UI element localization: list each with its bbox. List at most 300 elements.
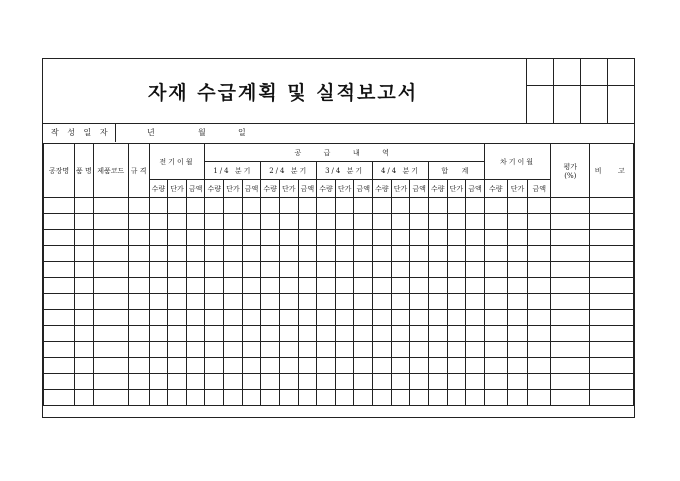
table-cell[interactable] (590, 278, 634, 294)
table-cell[interactable] (261, 246, 280, 262)
table-cell[interactable] (391, 390, 410, 406)
table-cell[interactable] (551, 358, 590, 374)
table-cell[interactable] (551, 278, 590, 294)
table-cell[interactable] (44, 294, 75, 310)
table-cell[interactable] (224, 278, 243, 294)
table-cell[interactable] (93, 374, 128, 390)
table-cell[interactable] (298, 310, 317, 326)
approval-box-2[interactable] (553, 59, 580, 123)
table-cell[interactable] (428, 390, 447, 406)
table-cell[interactable] (205, 310, 224, 326)
table-cell[interactable] (149, 262, 168, 278)
table-cell[interactable] (466, 278, 485, 294)
table-cell[interactable] (261, 262, 280, 278)
table-cell[interactable] (466, 374, 485, 390)
table-cell[interactable] (205, 246, 224, 262)
table-cell[interactable] (44, 310, 75, 326)
table-cell[interactable] (484, 358, 507, 374)
table-cell[interactable] (335, 246, 354, 262)
table-cell[interactable] (298, 214, 317, 230)
table-cell[interactable] (261, 278, 280, 294)
table-cell[interactable] (373, 198, 392, 214)
table-cell[interactable] (373, 374, 392, 390)
table-cell[interactable] (354, 358, 373, 374)
table-cell[interactable] (44, 326, 75, 342)
table-cell[interactable] (391, 358, 410, 374)
table-cell[interactable] (224, 230, 243, 246)
table-cell[interactable] (528, 310, 551, 326)
table-cell[interactable] (335, 374, 354, 390)
table-cell[interactable] (186, 310, 205, 326)
table-cell[interactable] (447, 246, 466, 262)
table-cell[interactable] (261, 214, 280, 230)
table-cell[interactable] (44, 390, 75, 406)
table-cell[interactable] (224, 374, 243, 390)
table-cell[interactable] (261, 310, 280, 326)
table-cell[interactable] (335, 390, 354, 406)
table-cell[interactable] (528, 390, 551, 406)
table-cell[interactable] (428, 294, 447, 310)
table-cell[interactable] (428, 278, 447, 294)
table-cell[interactable] (466, 358, 485, 374)
table-cell[interactable] (428, 198, 447, 214)
table-cell[interactable] (484, 246, 507, 262)
table-cell[interactable] (205, 326, 224, 342)
table-cell[interactable] (44, 230, 75, 246)
table-cell[interactable] (484, 390, 507, 406)
table-cell[interactable] (466, 390, 485, 406)
table-cell[interactable] (466, 326, 485, 342)
table-cell[interactable] (168, 326, 187, 342)
table-cell[interactable] (590, 310, 634, 326)
table-cell[interactable] (354, 390, 373, 406)
table-cell[interactable] (298, 374, 317, 390)
table-cell[interactable] (93, 294, 128, 310)
table-cell[interactable] (128, 262, 149, 278)
table-cell[interactable] (590, 358, 634, 374)
table-cell[interactable] (186, 390, 205, 406)
table-cell[interactable] (128, 374, 149, 390)
table-cell[interactable] (590, 342, 634, 358)
table-cell[interactable] (335, 230, 354, 246)
table-cell[interactable] (410, 342, 429, 358)
table-cell[interactable] (335, 214, 354, 230)
table-cell[interactable] (75, 390, 94, 406)
table-cell[interactable] (428, 342, 447, 358)
table-cell[interactable] (528, 294, 551, 310)
approval-box-1[interactable] (526, 59, 553, 123)
table-cell[interactable] (298, 390, 317, 406)
table-cell[interactable] (224, 262, 243, 278)
table-cell[interactable] (466, 342, 485, 358)
table-cell[interactable] (168, 390, 187, 406)
table-cell[interactable] (224, 326, 243, 342)
table-cell[interactable] (373, 230, 392, 246)
table-cell[interactable] (224, 358, 243, 374)
table-cell[interactable] (317, 374, 336, 390)
table-cell[interactable] (128, 342, 149, 358)
table-cell[interactable] (428, 374, 447, 390)
table-cell[interactable] (373, 358, 392, 374)
table-cell[interactable] (298, 294, 317, 310)
table-cell[interactable] (507, 198, 528, 214)
table-cell[interactable] (298, 198, 317, 214)
table-cell[interactable] (75, 342, 94, 358)
table-cell[interactable] (205, 278, 224, 294)
table-cell[interactable] (317, 390, 336, 406)
table-cell[interactable] (298, 358, 317, 374)
table-cell[interactable] (447, 358, 466, 374)
table-cell[interactable] (484, 294, 507, 310)
table-cell[interactable] (224, 310, 243, 326)
table-cell[interactable] (507, 358, 528, 374)
table-cell[interactable] (279, 358, 298, 374)
table-cell[interactable] (447, 342, 466, 358)
table-cell[interactable] (410, 358, 429, 374)
table-cell[interactable] (128, 230, 149, 246)
table-cell[interactable] (205, 262, 224, 278)
table-cell[interactable] (484, 326, 507, 342)
table-cell[interactable] (466, 294, 485, 310)
table-cell[interactable] (75, 214, 94, 230)
table-cell[interactable] (507, 294, 528, 310)
table-cell[interactable] (75, 358, 94, 374)
table-cell[interactable] (551, 198, 590, 214)
table-cell[interactable] (93, 390, 128, 406)
table-cell[interactable] (391, 246, 410, 262)
table-cell[interactable] (354, 310, 373, 326)
table-cell[interactable] (428, 246, 447, 262)
table-cell[interactable] (205, 294, 224, 310)
table-cell[interactable] (317, 310, 336, 326)
table-cell[interactable] (507, 374, 528, 390)
table-cell[interactable] (335, 198, 354, 214)
table-cell[interactable] (466, 230, 485, 246)
table-cell[interactable] (447, 310, 466, 326)
table-cell[interactable] (528, 358, 551, 374)
table-cell[interactable] (507, 310, 528, 326)
table-cell[interactable] (242, 390, 261, 406)
table-cell[interactable] (168, 262, 187, 278)
table-cell[interactable] (298, 342, 317, 358)
table-cell[interactable] (317, 230, 336, 246)
table-cell[interactable] (298, 278, 317, 294)
table-cell[interactable] (261, 230, 280, 246)
table-cell[interactable] (128, 278, 149, 294)
table-cell[interactable] (242, 214, 261, 230)
table-cell[interactable] (224, 198, 243, 214)
table-cell[interactable] (335, 262, 354, 278)
table-cell[interactable] (242, 230, 261, 246)
table-cell[interactable] (410, 326, 429, 342)
table-cell[interactable] (186, 230, 205, 246)
table-cell[interactable] (391, 294, 410, 310)
table-cell[interactable] (335, 342, 354, 358)
table-cell[interactable] (484, 262, 507, 278)
table-cell[interactable] (75, 278, 94, 294)
table-cell[interactable] (410, 374, 429, 390)
table-cell[interactable] (317, 278, 336, 294)
table-cell[interactable] (354, 294, 373, 310)
table-cell[interactable] (317, 294, 336, 310)
table-cell[interactable] (261, 374, 280, 390)
table-cell[interactable] (168, 358, 187, 374)
table-cell[interactable] (528, 374, 551, 390)
table-cell[interactable] (317, 342, 336, 358)
table-cell[interactable] (279, 278, 298, 294)
table-cell[interactable] (205, 230, 224, 246)
table-cell[interactable] (242, 342, 261, 358)
table-cell[interactable] (298, 326, 317, 342)
table-cell[interactable] (224, 214, 243, 230)
table-cell[interactable] (168, 374, 187, 390)
table-cell[interactable] (373, 310, 392, 326)
table-cell[interactable] (261, 390, 280, 406)
table-cell[interactable] (75, 294, 94, 310)
table-cell[interactable] (391, 198, 410, 214)
table-cell[interactable] (149, 358, 168, 374)
table-cell[interactable] (168, 278, 187, 294)
table-cell[interactable] (128, 214, 149, 230)
table-cell[interactable] (186, 358, 205, 374)
table-cell[interactable] (242, 294, 261, 310)
table-cell[interactable] (410, 294, 429, 310)
table-cell[interactable] (168, 310, 187, 326)
table-cell[interactable] (149, 230, 168, 246)
table-cell[interactable] (279, 310, 298, 326)
table-cell[interactable] (590, 390, 634, 406)
table-cell[interactable] (224, 390, 243, 406)
table-cell[interactable] (410, 214, 429, 230)
table-cell[interactable] (410, 278, 429, 294)
table-cell[interactable] (447, 262, 466, 278)
table-cell[interactable] (373, 294, 392, 310)
table-cell[interactable] (447, 198, 466, 214)
table-cell[interactable] (507, 342, 528, 358)
table-cell[interactable] (391, 342, 410, 358)
table-cell[interactable] (242, 374, 261, 390)
table-cell[interactable] (149, 390, 168, 406)
table-cell[interactable] (149, 278, 168, 294)
table-cell[interactable] (447, 374, 466, 390)
table-cell[interactable] (128, 310, 149, 326)
table-cell[interactable] (410, 198, 429, 214)
table-cell[interactable] (75, 198, 94, 214)
table-cell[interactable] (354, 278, 373, 294)
table-cell[interactable] (391, 374, 410, 390)
table-cell[interactable] (93, 214, 128, 230)
table-cell[interactable] (168, 198, 187, 214)
table-cell[interactable] (391, 326, 410, 342)
table-cell[interactable] (484, 230, 507, 246)
table-cell[interactable] (186, 246, 205, 262)
table-cell[interactable] (93, 262, 128, 278)
table-cell[interactable] (447, 326, 466, 342)
table-cell[interactable] (447, 214, 466, 230)
table-cell[interactable] (466, 262, 485, 278)
table-cell[interactable] (391, 310, 410, 326)
table-cell[interactable] (354, 374, 373, 390)
table-cell[interactable] (391, 262, 410, 278)
table-cell[interactable] (410, 310, 429, 326)
table-cell[interactable] (551, 230, 590, 246)
table-cell[interactable] (75, 230, 94, 246)
table-cell[interactable] (168, 294, 187, 310)
table-cell[interactable] (205, 198, 224, 214)
table-cell[interactable] (261, 342, 280, 358)
table-cell[interactable] (484, 310, 507, 326)
table-cell[interactable] (551, 214, 590, 230)
table-cell[interactable] (149, 374, 168, 390)
table-cell[interactable] (507, 214, 528, 230)
table-cell[interactable] (428, 262, 447, 278)
table-cell[interactable] (128, 390, 149, 406)
table-cell[interactable] (128, 246, 149, 262)
table-cell[interactable] (447, 230, 466, 246)
table-cell[interactable] (93, 230, 128, 246)
table-cell[interactable] (205, 390, 224, 406)
table-cell[interactable] (335, 326, 354, 342)
table-cell[interactable] (484, 198, 507, 214)
table-cell[interactable] (391, 278, 410, 294)
table-cell[interactable] (279, 390, 298, 406)
table-cell[interactable] (44, 262, 75, 278)
table-cell[interactable] (391, 230, 410, 246)
table-cell[interactable] (44, 358, 75, 374)
table-cell[interactable] (242, 326, 261, 342)
table-cell[interactable] (354, 262, 373, 278)
table-cell[interactable] (507, 262, 528, 278)
table-cell[interactable] (224, 342, 243, 358)
table-cell[interactable] (507, 230, 528, 246)
table-cell[interactable] (149, 246, 168, 262)
table-cell[interactable] (128, 294, 149, 310)
table-cell[interactable] (44, 374, 75, 390)
table-cell[interactable] (168, 342, 187, 358)
table-cell[interactable] (528, 262, 551, 278)
table-cell[interactable] (186, 294, 205, 310)
table-cell[interactable] (410, 262, 429, 278)
table-cell[interactable] (149, 294, 168, 310)
table-cell[interactable] (528, 246, 551, 262)
table-cell[interactable] (279, 262, 298, 278)
table-cell[interactable] (354, 326, 373, 342)
table-cell[interactable] (279, 230, 298, 246)
table-cell[interactable] (551, 390, 590, 406)
table-cell[interactable] (242, 262, 261, 278)
table-cell[interactable] (447, 294, 466, 310)
table-cell[interactable] (507, 390, 528, 406)
table-cell[interactable] (186, 278, 205, 294)
table-cell[interactable] (410, 230, 429, 246)
table-cell[interactable] (373, 214, 392, 230)
table-cell[interactable] (484, 214, 507, 230)
table-cell[interactable] (373, 262, 392, 278)
table-cell[interactable] (484, 278, 507, 294)
table-cell[interactable] (75, 374, 94, 390)
table-cell[interactable] (168, 230, 187, 246)
table-cell[interactable] (93, 310, 128, 326)
table-cell[interactable] (149, 214, 168, 230)
table-cell[interactable] (242, 310, 261, 326)
table-cell[interactable] (528, 214, 551, 230)
table-cell[interactable] (466, 310, 485, 326)
table-cell[interactable] (466, 214, 485, 230)
table-cell[interactable] (186, 262, 205, 278)
table-cell[interactable] (44, 214, 75, 230)
table-cell[interactable] (590, 374, 634, 390)
table-cell[interactable] (428, 310, 447, 326)
table-cell[interactable] (528, 326, 551, 342)
table-cell[interactable] (373, 342, 392, 358)
table-cell[interactable] (317, 326, 336, 342)
table-cell[interactable] (261, 358, 280, 374)
table-cell[interactable] (373, 390, 392, 406)
table-cell[interactable] (590, 214, 634, 230)
table-cell[interactable] (484, 374, 507, 390)
table-cell[interactable] (186, 342, 205, 358)
table-cell[interactable] (279, 326, 298, 342)
table-cell[interactable] (128, 326, 149, 342)
table-cell[interactable] (242, 198, 261, 214)
table-cell[interactable] (205, 214, 224, 230)
table-cell[interactable] (168, 214, 187, 230)
table-cell[interactable] (354, 342, 373, 358)
table-cell[interactable] (335, 294, 354, 310)
table-cell[interactable] (44, 246, 75, 262)
table-cell[interactable] (279, 198, 298, 214)
table-cell[interactable] (391, 214, 410, 230)
table-cell[interactable] (186, 198, 205, 214)
table-cell[interactable] (128, 358, 149, 374)
table-cell[interactable] (484, 342, 507, 358)
table-cell[interactable] (466, 246, 485, 262)
table-cell[interactable] (261, 198, 280, 214)
table-cell[interactable] (186, 214, 205, 230)
table-cell[interactable] (335, 278, 354, 294)
table-cell[interactable] (149, 326, 168, 342)
table-cell[interactable] (224, 294, 243, 310)
table-cell[interactable] (75, 262, 94, 278)
table-cell[interactable] (354, 230, 373, 246)
table-cell[interactable] (551, 342, 590, 358)
table-cell[interactable] (224, 246, 243, 262)
table-cell[interactable] (428, 326, 447, 342)
table-cell[interactable] (317, 214, 336, 230)
table-cell[interactable] (551, 374, 590, 390)
table-cell[interactable] (279, 374, 298, 390)
table-cell[interactable] (75, 310, 94, 326)
table-cell[interactable] (128, 198, 149, 214)
table-cell[interactable] (551, 326, 590, 342)
table-cell[interactable] (44, 342, 75, 358)
table-cell[interactable] (149, 310, 168, 326)
table-cell[interactable] (335, 358, 354, 374)
approval-box-4[interactable] (607, 59, 634, 123)
table-cell[interactable] (590, 294, 634, 310)
table-cell[interactable] (44, 278, 75, 294)
table-cell[interactable] (373, 246, 392, 262)
table-cell[interactable] (93, 342, 128, 358)
table-cell[interactable] (335, 310, 354, 326)
table-cell[interactable] (507, 278, 528, 294)
table-cell[interactable] (447, 390, 466, 406)
table-cell[interactable] (354, 246, 373, 262)
table-cell[interactable] (373, 278, 392, 294)
table-cell[interactable] (168, 246, 187, 262)
table-cell[interactable] (75, 246, 94, 262)
table-cell[interactable] (317, 198, 336, 214)
